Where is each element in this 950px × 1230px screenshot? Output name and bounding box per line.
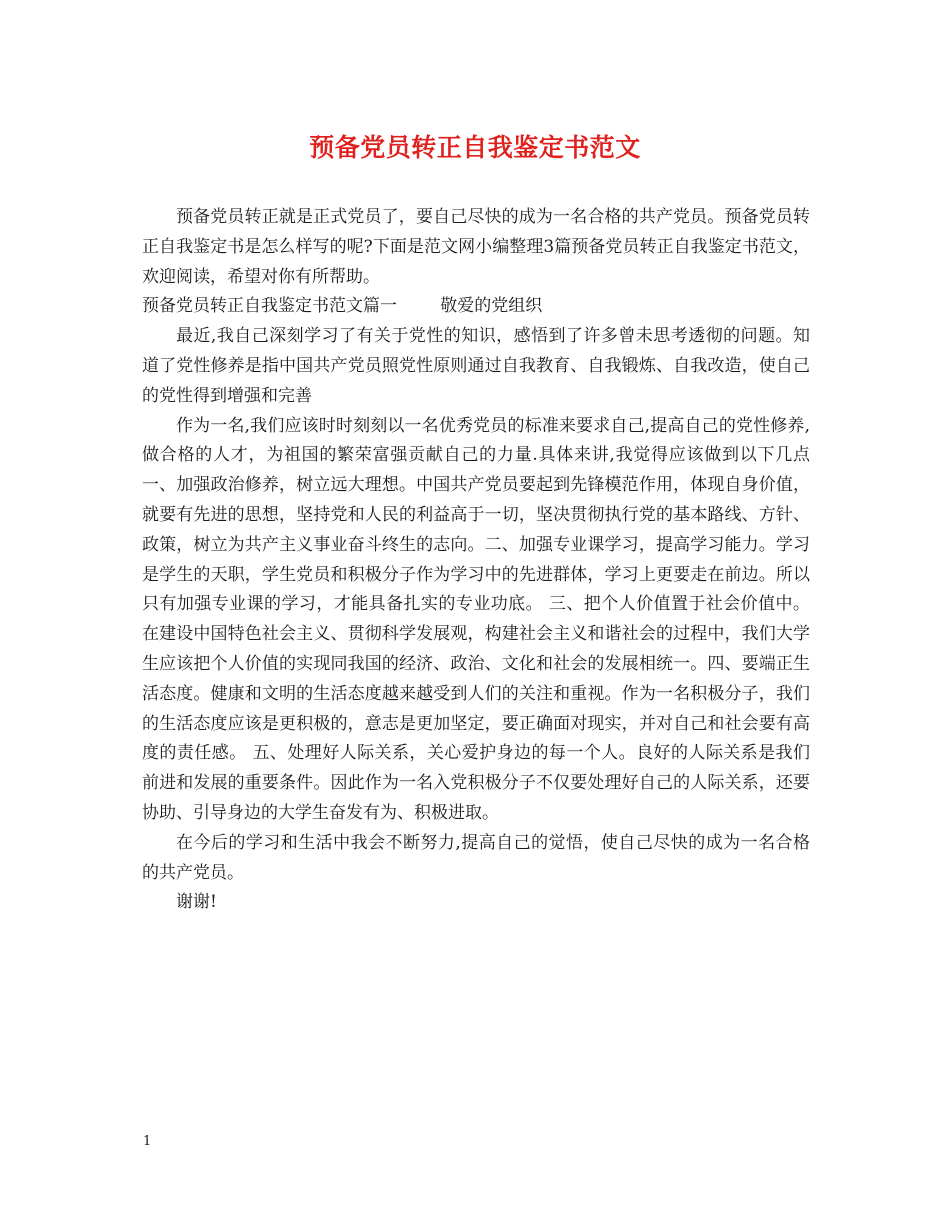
document-body <box>142 203 810 918</box>
closing-thanks: 谢谢! <box>176 892 217 913</box>
page-number: 1 <box>143 1134 152 1149</box>
intro-paragraph: 预备党员转正就是正式党员了，要自己尽快的成为一名合格的共产党员。预备党员转正自我鉴定书是怎么样写的呢?下面是范文网小编整理3篇预备党员转正自我鉴定书范文，欢迎阅读，希望对你有所帮助。 <box>142 207 810 287</box>
body-paragraph-1: 最近,我自己深刻学习了有关于党性的知识，感悟到了许多曾未思考透彻的问题。知道了党性修养是指中国共产党员照党性原则通过自我教育、自我锻炼、自我改造，使自己的党性得到增强和完善 <box>142 326 810 406</box>
body-paragraph-2: 作为一名,我们应该时时刻刻以一名优秀党员的标准来要求自己,提高自己的党性修养,做合格的人才，为祖国的繁荣富强贡献自己的力量.具体来讲,我觉得应该做到以下几点 一、加强政治修养，树立远大理想。中国共产党员要起到先锋模范作用，体现自身价值，就要有先进的思想，坚持党和人民的利益高于一切，坚决贯彻执行党的基本路线、方针、政策，树立为共产主义事业奋斗终生的志向。二、加强专业课学习，提高学习能力。学习是学生的天职，学生党员和积极分子作为学习中的先进群体，学习上更要走在前边。所以只有加强专业课的学习，才能具备扎实的专业功底。 三、把个人价值置于社会价值中。在建设中国特色社会主义、贯彻科学发展观，构建社会主义和谐社会的过程中，我们大学生应该把个人价值的实现同我国的经济、政治、文化和社会的发展相统一。四、要端正生活态度。健康和文明的生活态度越来越受到人们的关注和重视。作为一名积极分子，我们的生活态度应该是更积极的，意志是更加坚定，要正确面对现实，并对自己和社会要有高度的责任感。 五、处理好人际关系，关心爱护身边的每一个人。良好的人际关系是我们前进和发展的重要条件。因此作为一名入党积极分子不仅要处理好自己的人际关系，还要协助、引导身边的大学生奋发有为、积极进取。 <box>142 415 810 823</box>
document-title: 预备党员转正自我鉴定书范文 <box>309 133 641 162</box>
body-paragraph-3: 在今后的学习和生活中我会不断努力,提高自己的觉悟，使自己尽快的成为一名合格的共产党员。 <box>142 832 810 883</box>
section-heading: 预备党员转正自我鉴定书范文篇一 敬爱的党组织 <box>142 296 543 317</box>
